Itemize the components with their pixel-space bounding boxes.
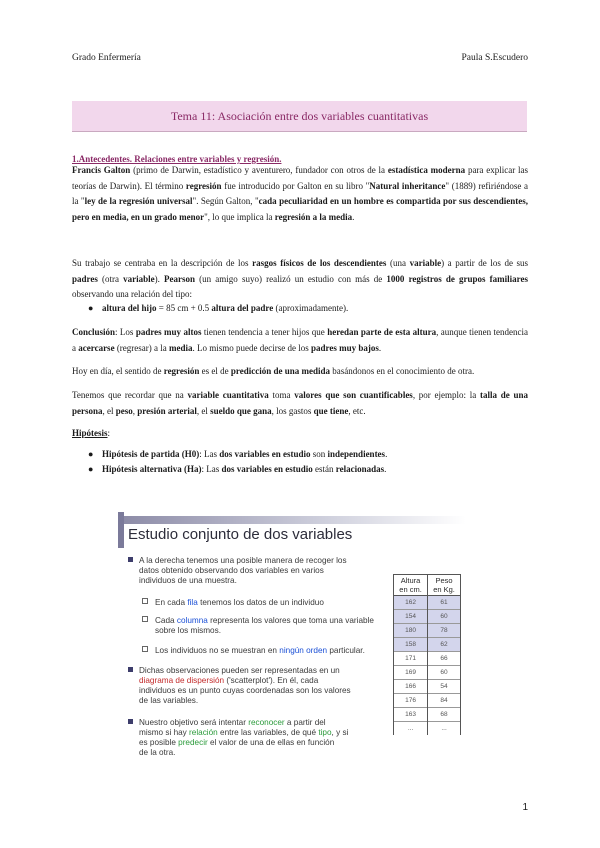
paragraph-conclusion bbox=[72, 325, 528, 356]
data-table bbox=[393, 574, 461, 735]
text-run: es el de bbox=[199, 366, 231, 376]
bullet-ha-text bbox=[102, 464, 386, 474]
slide-text: es posible bbox=[139, 738, 179, 747]
square-bullet-icon bbox=[128, 719, 133, 724]
table-cell: 60 bbox=[428, 666, 461, 680]
text-run: , etc. bbox=[348, 405, 366, 416]
text-run: : Las bbox=[199, 449, 220, 459]
bold-text-run: Hipótesis de partida (H0) bbox=[102, 449, 200, 459]
table-cell: 171 bbox=[394, 652, 428, 666]
slide-bullet-3 bbox=[128, 718, 348, 758]
table-header-row bbox=[394, 575, 461, 596]
square-bullet-icon bbox=[128, 667, 133, 672]
section-heading: 1.Antecedentes. Relaciones entre variables y regresión. bbox=[72, 154, 282, 164]
slide-title: Estudio conjunto de dos variables bbox=[128, 526, 353, 543]
slide-text: A la derecha tenemos una posible manera de recoger los bbox=[139, 556, 347, 565]
bold-text-run: regresión bbox=[185, 180, 222, 191]
text-run: , los gastos bbox=[271, 405, 314, 416]
bold-text-run: 1000 registros de grupos familiares bbox=[386, 273, 528, 284]
slide-text-highlight: tipo bbox=[318, 728, 332, 737]
text-run: (otra bbox=[97, 273, 124, 284]
slide-text: datos obtenido observando dos variables en varios bbox=[139, 566, 324, 575]
text-run: ) a partir de los de sus bbox=[441, 258, 529, 268]
text-run: son bbox=[310, 449, 328, 459]
bold-text-run: variable cuantitativa bbox=[187, 390, 269, 400]
slide-text: Nuestro objetivo será intentar bbox=[139, 718, 249, 727]
text-run: Hoy en día, el sentido de bbox=[72, 366, 164, 376]
text-run: tienen tendencia a tener hijos que bbox=[201, 327, 328, 337]
table-row bbox=[394, 708, 461, 722]
bold-text-run: relacionadas bbox=[335, 464, 385, 474]
bold-text-run: altura del padre bbox=[211, 303, 274, 313]
slide-text: individuos de una muestra. bbox=[139, 576, 237, 585]
slide-text: Dichas observaciones pueden ser representadas en un bbox=[139, 666, 340, 675]
paragraph-quantitative bbox=[72, 388, 528, 419]
text-run: observando una relación del tipo: bbox=[72, 289, 192, 299]
title-banner bbox=[72, 101, 527, 132]
text-run: , bbox=[132, 405, 138, 416]
bold-text-run: regresión a la media bbox=[274, 211, 353, 222]
table-body bbox=[394, 596, 461, 736]
table-cell: 54 bbox=[428, 680, 461, 694]
table-cell: 60 bbox=[428, 610, 461, 624]
text-run: ", lo que implica la bbox=[204, 211, 275, 222]
text-run: . Lo mismo puede decirse de los bbox=[192, 342, 312, 353]
slide-text: entre las variables, de qué bbox=[217, 728, 319, 737]
bullet-h0-text bbox=[102, 449, 387, 459]
bold-text-run: heredan parte de esta altura bbox=[327, 327, 437, 337]
bold-text-run: padres bbox=[72, 273, 98, 284]
paragraph-galton bbox=[72, 163, 528, 225]
table-row bbox=[394, 694, 461, 708]
slide-text: particular. bbox=[327, 646, 365, 655]
bold-text-run: Natural inheritance bbox=[369, 180, 446, 191]
text-run: (aproximadamente). bbox=[273, 303, 349, 313]
slide-text-highlight: relación bbox=[189, 728, 218, 737]
text-run: ). bbox=[154, 273, 165, 284]
slide-text-highlight: columna bbox=[176, 616, 208, 625]
slide-text-highlight: predecir bbox=[178, 738, 208, 747]
text-run: basándonos en el conocimiento de otra. bbox=[330, 366, 475, 376]
bold-text-run: peso bbox=[115, 405, 133, 416]
bold-text-run: valores que son cuantificables bbox=[294, 390, 413, 400]
bold-text-run: padres muy bajos bbox=[311, 342, 379, 353]
bold-text-run: Francis Galton bbox=[72, 165, 131, 175]
table-cell: 166 bbox=[394, 680, 428, 694]
text-run: Su trabajo se centraba en la descripción de los bbox=[72, 258, 253, 268]
text-run: . bbox=[385, 449, 388, 459]
bold-text-run: independientes bbox=[327, 449, 386, 459]
square-bullet-icon bbox=[128, 557, 133, 562]
hypothesis-label-text: Hipótesis bbox=[72, 428, 108, 438]
bold-text-run: Conclusión bbox=[72, 327, 116, 337]
bold-text-run: acercarse bbox=[78, 342, 115, 353]
text-run: (primo de Darwin, estadístico y aventurero, fundador con otros de la bbox=[130, 165, 388, 175]
table-row bbox=[394, 596, 461, 610]
text-run: para explicar las teorías de Darwin). El término bbox=[72, 165, 529, 191]
text-run: . bbox=[352, 211, 355, 222]
slide-text-highlight: ningún orden bbox=[279, 646, 328, 655]
bold-text-run: cada peculiaridad en un hombre es compartida por sus descendientes, pero en media, en un grado menor bbox=[72, 196, 529, 222]
bold-text-run: predicción de una medida bbox=[230, 366, 331, 376]
bullet-h0 bbox=[88, 447, 387, 463]
table-row bbox=[394, 722, 461, 736]
table-row bbox=[394, 666, 461, 680]
text-run: = 85 cm + 0.5 bbox=[156, 303, 212, 313]
paragraph-pearson bbox=[72, 256, 528, 303]
slide-subbullet-2 bbox=[142, 616, 374, 636]
slide-text: el valor de una de ellas en función bbox=[207, 738, 335, 747]
page-title: Tema 11: Asociación entre dos variables cuantitativas bbox=[170, 109, 429, 123]
slide-text: de la otra. bbox=[139, 748, 176, 757]
bold-text-run: rasgos físicos de los descendientes bbox=[252, 258, 387, 268]
text-run: , aunque tienen tendencia a bbox=[72, 327, 528, 353]
bullet-dot-icon: ● bbox=[88, 464, 94, 474]
text-run: : Las bbox=[201, 464, 222, 474]
text-run: , el bbox=[102, 405, 116, 416]
text-run: , por ejemplo: la bbox=[412, 390, 481, 400]
text-run: fue introducido por Galton en su libro " bbox=[221, 180, 370, 191]
slide-text: , y si bbox=[331, 728, 349, 737]
slide-text: a partir del bbox=[284, 718, 326, 727]
bold-text-run: dos variables en estudio bbox=[219, 449, 311, 459]
slide-text-highlight: fila bbox=[187, 598, 198, 607]
bold-text-run: media bbox=[169, 342, 193, 353]
table-cell: 176 bbox=[394, 694, 428, 708]
header-text: Altura bbox=[400, 576, 421, 585]
bold-text-run: regresión bbox=[163, 366, 200, 376]
table-cell: 180 bbox=[394, 624, 428, 638]
text-run: (una bbox=[386, 258, 410, 268]
slide-bullet-1 bbox=[128, 556, 347, 586]
paragraph-today bbox=[72, 364, 528, 380]
slide-accent-bar bbox=[118, 512, 124, 548]
slide-title-bar bbox=[118, 516, 466, 524]
slide-text: sobre los mismos. bbox=[155, 626, 221, 635]
bold-text-run: Hipótesis alternativa (Ha) bbox=[102, 464, 202, 474]
table-row bbox=[394, 652, 461, 666]
table-cell: 68 bbox=[428, 708, 461, 722]
bullet-dot-icon: ● bbox=[88, 303, 94, 313]
table-cell: 154 bbox=[394, 610, 428, 624]
text-run: Tenemos que recordar que na bbox=[72, 390, 188, 400]
slide-text: representa los valores que toma una variable bbox=[207, 616, 374, 625]
header-text: Peso bbox=[435, 576, 453, 585]
table-row bbox=[394, 624, 461, 638]
table-row bbox=[394, 638, 461, 652]
bold-text-run: variable bbox=[409, 258, 442, 268]
bold-text-run: ley de la regresión universal bbox=[84, 196, 193, 206]
table-cell: 169 bbox=[394, 666, 428, 680]
slide-text: Cada bbox=[155, 616, 177, 625]
slide-text-highlight: diagrama de dispersión bbox=[139, 676, 225, 685]
slide-text: mismo si hay bbox=[139, 728, 190, 737]
bold-text-run: Pearson bbox=[164, 273, 196, 284]
table-cell: 62 bbox=[428, 638, 461, 652]
bold-text-run: padres muy altos bbox=[135, 327, 202, 337]
slide-bullet-2 bbox=[128, 666, 351, 706]
slide-text: individuos es un punto cuyas coordenadas son los valores bbox=[139, 686, 351, 695]
table-cell: 84 bbox=[428, 694, 461, 708]
text-run: " (1889) refiriéndose a la " bbox=[72, 180, 528, 206]
slide-image bbox=[118, 512, 466, 757]
header-text: en cm. bbox=[399, 585, 422, 594]
bullet-formula-text bbox=[102, 303, 348, 313]
slide-text: En cada bbox=[155, 598, 188, 607]
table-cell: 163 bbox=[394, 708, 428, 722]
table-cell: 61 bbox=[428, 596, 461, 610]
text-run: toma bbox=[268, 390, 295, 400]
slide-text: de las variables. bbox=[139, 696, 199, 705]
header-course: Grado Enfermería bbox=[72, 53, 141, 63]
table-cell: 66 bbox=[428, 652, 461, 666]
text-run: (un amigo suyo) realizó un estudio con más de bbox=[195, 273, 387, 284]
bold-text-run: presión arterial bbox=[137, 405, 197, 416]
bullet-ha bbox=[88, 462, 386, 478]
slide-text: ('scatterplot'). En él, cada bbox=[224, 676, 319, 685]
table-cell: 78 bbox=[428, 624, 461, 638]
table-cell: 158 bbox=[394, 638, 428, 652]
column-header-weight bbox=[428, 575, 461, 596]
text-run: , el bbox=[196, 405, 211, 416]
table-cell: ... bbox=[394, 722, 428, 736]
bullet-dot-icon: ● bbox=[88, 449, 94, 459]
header-author: Paula S.Escudero bbox=[461, 53, 528, 63]
hypothesis-colon: : bbox=[107, 428, 111, 438]
hollow-square-icon bbox=[142, 646, 148, 652]
hypothesis-label bbox=[72, 426, 528, 442]
bold-text-run: dos variables en estudio bbox=[221, 464, 313, 474]
slide-text: Los individuos no se muestran en bbox=[155, 646, 280, 655]
text-run: ". Según Galton, " bbox=[192, 196, 259, 206]
hollow-square-icon bbox=[142, 616, 148, 622]
bold-text-run: que tiene bbox=[313, 405, 349, 416]
text-run: están bbox=[312, 464, 336, 474]
hollow-square-icon bbox=[142, 598, 148, 604]
bold-text-run: talla de una persona bbox=[72, 390, 529, 416]
table-row bbox=[394, 610, 461, 624]
slide-subbullet-3 bbox=[142, 646, 365, 656]
bold-text-run: altura del hijo bbox=[102, 303, 157, 313]
column-header-height bbox=[394, 575, 428, 596]
table-row bbox=[394, 680, 461, 694]
slide-subbullet-1 bbox=[142, 598, 324, 608]
bold-text-run: sueldo que gana bbox=[210, 405, 272, 416]
text-run: : Los bbox=[115, 327, 136, 337]
table-cell: ... bbox=[428, 722, 461, 736]
bold-text-run: variable bbox=[123, 273, 155, 284]
text-run: . bbox=[384, 464, 387, 474]
slide-text: tenemos los datos de un individuo bbox=[197, 598, 324, 607]
page-number: 1 bbox=[522, 802, 528, 813]
bullet-formula bbox=[88, 301, 348, 317]
text-run: (regresar) a la bbox=[114, 342, 170, 353]
table-cell: 162 bbox=[394, 596, 428, 610]
slide-text-highlight: reconocer bbox=[248, 718, 285, 727]
header-text: en Kg. bbox=[433, 585, 455, 594]
text-run: . bbox=[378, 342, 382, 353]
bold-text-run: estadística moderna bbox=[387, 165, 466, 175]
